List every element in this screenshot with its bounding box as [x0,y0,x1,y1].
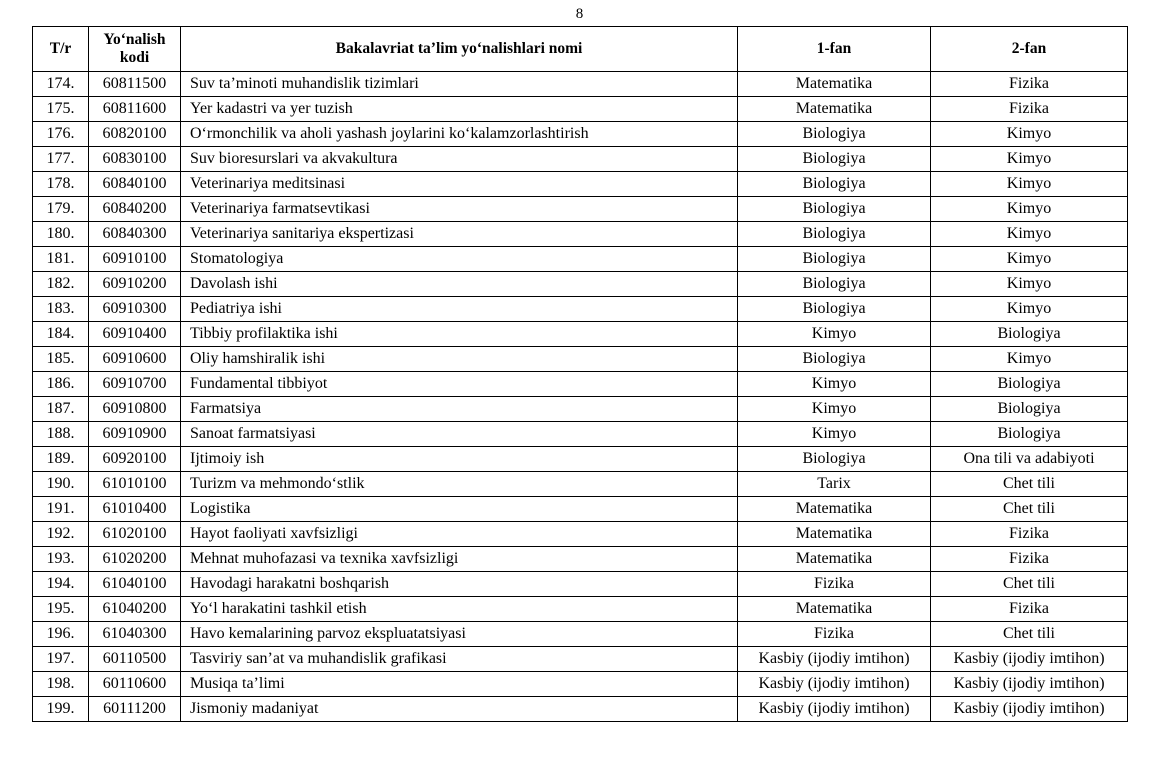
cell-code: 61020200 [89,547,181,572]
cell-name: Suv bioresurslari va akvakultura [181,147,738,172]
cell-code: 60820100 [89,122,181,147]
table-row [33,672,1128,697]
cell-tr: 192. [33,522,89,547]
cell-fan2: Fizika [931,597,1128,622]
cell-fan2: Biologiya [931,397,1128,422]
cell-code: 60910400 [89,322,181,347]
cell-tr: 175. [33,97,89,122]
table-row [33,147,1128,172]
cell-fan2: Chet tili [931,622,1128,647]
table-row [33,372,1128,397]
cell-fan2: Biologiya [931,322,1128,347]
cell-code: 60920100 [89,447,181,472]
cell-fan2: Kimyo [931,147,1128,172]
table-row [33,547,1128,572]
table-row [33,422,1128,447]
cell-code: 60811500 [89,72,181,97]
cell-fan2: Kasbiy (ijodiy imtihon) [931,647,1128,672]
table-row [33,347,1128,372]
cell-name: Pediatriya ishi [181,297,738,322]
cell-code: 60110600 [89,672,181,697]
page-number: 8 [575,6,584,22]
cell-tr: 177. [33,147,89,172]
cell-code: 60830100 [89,147,181,172]
cell-fan2: Kimyo [931,272,1128,297]
cell-code: 60840200 [89,197,181,222]
cell-fan1: Kimyo [738,422,931,447]
table-row [33,622,1128,647]
table-row [33,472,1128,497]
cell-code: 61040100 [89,572,181,597]
cell-name: Tibbiy profilaktika ishi [181,322,738,347]
cell-fan2: Fizika [931,97,1128,122]
cell-fan1: Fizika [738,572,931,597]
cell-name: Yer kadastri va yer tuzish [181,97,738,122]
programs-table [32,26,1128,722]
cell-fan2: Kimyo [931,247,1128,272]
cell-name: Fundamental tibbiyot [181,372,738,397]
cell-fan2: Chet tili [931,497,1128,522]
cell-tr: 194. [33,572,89,597]
cell-fan1: Kasbiy (ijodiy imtihon) [738,697,931,722]
cell-fan1: Kimyo [738,372,931,397]
cell-code: 60840100 [89,172,181,197]
cell-tr: 199. [33,697,89,722]
cell-code: 61040300 [89,622,181,647]
cell-tr: 187. [33,397,89,422]
cell-fan1: Kimyo [738,322,931,347]
cell-fan2: Biologiya [931,422,1128,447]
cell-name: Tasviriy san’at va muhandislik grafikasi [181,647,738,672]
cell-fan2: Fizika [931,72,1128,97]
cell-code: 60910800 [89,397,181,422]
table-row [33,522,1128,547]
table-row [33,297,1128,322]
cell-code: 60910900 [89,422,181,447]
cell-name: Sanoat farmatsiyasi [181,422,738,447]
cell-tr: 185. [33,347,89,372]
table-row [33,197,1128,222]
cell-fan1: Biologiya [738,222,931,247]
cell-fan2: Biologiya [931,372,1128,397]
cell-fan2: Fizika [931,547,1128,572]
table-row [33,597,1128,622]
cell-name: Oliy hamshiralik ishi [181,347,738,372]
table-row [33,697,1128,722]
cell-fan1: Biologiya [738,147,931,172]
cell-code: 60910300 [89,297,181,322]
cell-fan1: Kasbiy (ijodiy imtihon) [738,672,931,697]
cell-tr: 180. [33,222,89,247]
cell-tr: 197. [33,647,89,672]
cell-tr: 184. [33,322,89,347]
cell-name: Turizm va mehmondo‘stlik [181,472,738,497]
cell-name: Havodagi harakatni boshqarish [181,572,738,597]
cell-fan1: Biologiya [738,272,931,297]
cell-name: Veterinariya sanitariya ekspertizasi [181,222,738,247]
cell-tr: 183. [33,297,89,322]
cell-code: 61010100 [89,472,181,497]
cell-fan1: Matematika [738,522,931,547]
cell-tr: 181. [33,247,89,272]
cell-fan2: Kimyo [931,122,1128,147]
table-row [33,122,1128,147]
cell-name: Havo kemalarining parvoz ekspluatatsiyasi [181,622,738,647]
cell-code: 60910200 [89,272,181,297]
header-tr: T/r [33,27,89,72]
table-row [33,572,1128,597]
cell-fan2: Chet tili [931,572,1128,597]
cell-tr: 195. [33,597,89,622]
cell-name: Hayot faoliyati xavfsizligi [181,522,738,547]
cell-fan2: Kimyo [931,222,1128,247]
header-code: Yo‘nalish kodi [89,27,181,72]
cell-fan1: Biologiya [738,447,931,472]
table-row [33,72,1128,97]
cell-tr: 179. [33,197,89,222]
cell-name: Farmatsiya [181,397,738,422]
cell-code: 60110500 [89,647,181,672]
cell-tr: 190. [33,472,89,497]
cell-tr: 174. [33,72,89,97]
table-row [33,397,1128,422]
cell-name: Davolash ishi [181,272,738,297]
cell-tr: 186. [33,372,89,397]
cell-fan2: Chet tili [931,472,1128,497]
cell-fan1: Biologiya [738,247,931,272]
cell-fan1: Kasbiy (ijodiy imtihon) [738,647,931,672]
table-row [33,647,1128,672]
cell-fan1: Matematika [738,497,931,522]
cell-code: 60111200 [89,697,181,722]
cell-tr: 189. [33,447,89,472]
cell-fan2: Kimyo [931,297,1128,322]
cell-fan1: Matematika [738,97,931,122]
cell-tr: 193. [33,547,89,572]
cell-tr: 188. [33,422,89,447]
cell-name: Logistika [181,497,738,522]
cell-name: Veterinariya farmatsevtikasi [181,197,738,222]
table-header-row [33,27,1128,72]
cell-fan1: Biologiya [738,297,931,322]
cell-fan1: Biologiya [738,172,931,197]
cell-tr: 191. [33,497,89,522]
cell-tr: 182. [33,272,89,297]
cell-fan1: Tarix [738,472,931,497]
header-fan1: 1-fan [738,27,931,72]
cell-name: Musiqa ta’limi [181,672,738,697]
cell-code: 61020100 [89,522,181,547]
cell-name: Veterinariya meditsinasi [181,172,738,197]
cell-code: 61010400 [89,497,181,522]
cell-fan1: Biologiya [738,122,931,147]
cell-name: Yo‘l harakatini tashkil etish [181,597,738,622]
cell-fan1: Fizika [738,622,931,647]
cell-name: O‘rmonchilik va aholi yashash joylarini ko‘kalamzorlashtirish [181,122,738,147]
cell-tr: 178. [33,172,89,197]
table-row [33,447,1128,472]
header-fan2: 2-fan [931,27,1128,72]
cell-name: Stomatologiya [181,247,738,272]
cell-fan2: Fizika [931,522,1128,547]
cell-fan1: Biologiya [738,347,931,372]
cell-tr: 176. [33,122,89,147]
cell-name: Ijtimoiy ish [181,447,738,472]
cell-name: Jismoniy madaniyat [181,697,738,722]
table-row [33,247,1128,272]
table-row [33,272,1128,297]
header-name: Bakalavriat ta’lim yo‘nalishlari nomi [181,27,738,72]
cell-fan2: Kimyo [931,172,1128,197]
cell-fan1: Matematika [738,597,931,622]
table-row [33,497,1128,522]
cell-fan2: Kimyo [931,347,1128,372]
cell-fan2: Kasbiy (ijodiy imtihon) [931,672,1128,697]
cell-fan1: Kimyo [738,397,931,422]
cell-fan1: Matematika [738,547,931,572]
cell-tr: 198. [33,672,89,697]
cell-code: 60910700 [89,372,181,397]
cell-code: 61040200 [89,597,181,622]
cell-fan2: Kimyo [931,197,1128,222]
table-row [33,172,1128,197]
cell-code: 60811600 [89,97,181,122]
cell-fan2: Kasbiy (ijodiy imtihon) [931,697,1128,722]
cell-fan2: Ona tili va adabiyoti [931,447,1128,472]
cell-name: Mehnat muhofazasi va texnika xavfsizligi [181,547,738,572]
table-row [33,322,1128,347]
cell-fan1: Biologiya [738,197,931,222]
cell-name: Suv ta’minoti muhandislik tizimlari [181,72,738,97]
cell-code: 60910100 [89,247,181,272]
cell-code: 60840300 [89,222,181,247]
cell-fan1: Matematika [738,72,931,97]
cell-tr: 196. [33,622,89,647]
table-row [33,222,1128,247]
table-row [33,97,1128,122]
cell-code: 60910600 [89,347,181,372]
